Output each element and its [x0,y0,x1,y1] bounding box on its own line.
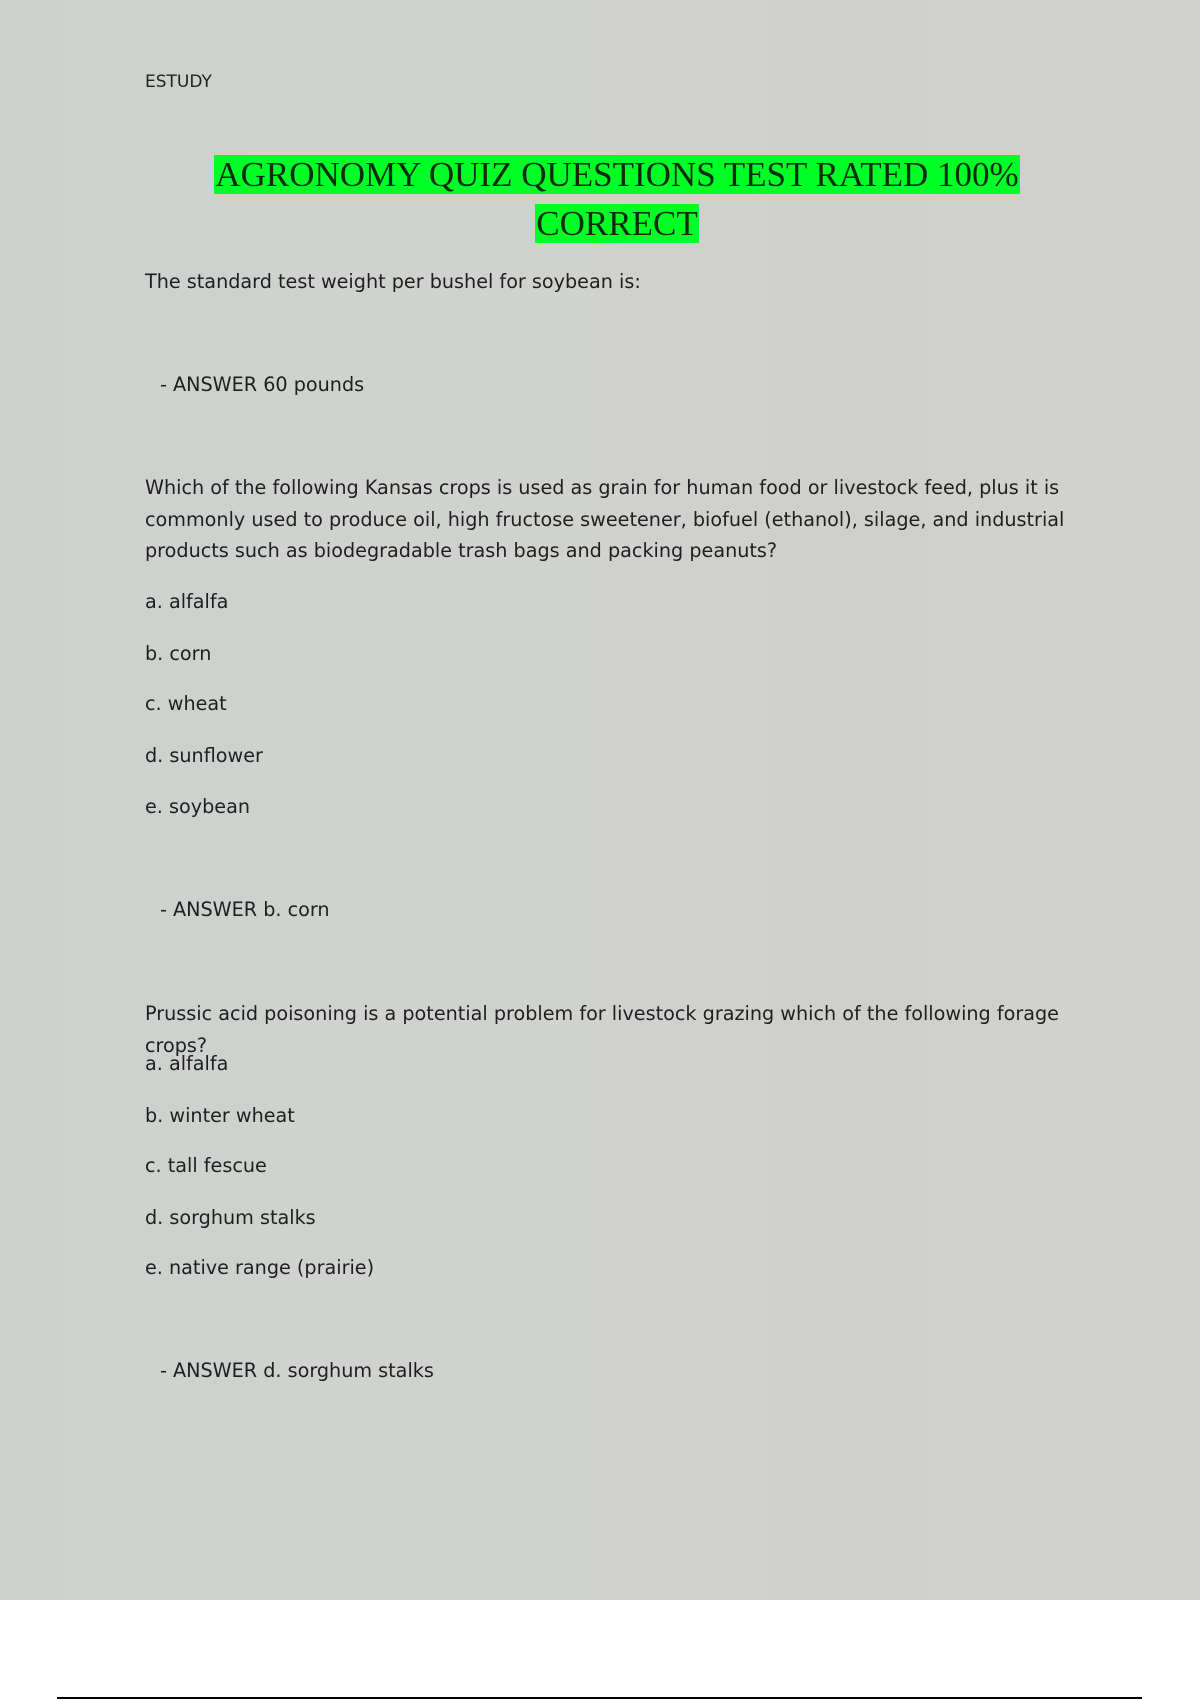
question-2-option-d: d. sunflower [145,744,263,767]
document-header: ESTUDY [145,72,212,92]
question-3-option-e: e. native range (prairie) [145,1256,375,1279]
question-2-answer: - ANSWER b. corn [160,898,330,921]
question-3-option-a: a. alfalfa [145,1052,229,1075]
title-line-1: AGRONOMY QUIZ QUESTIONS TEST RATED 100% [215,155,1019,194]
question-1-answer: - ANSWER 60 pounds [160,373,365,396]
question-3-option-d: d. sorghum stalks [145,1206,316,1229]
question-3-answer: - ANSWER d. sorghum stalks [160,1359,434,1382]
question-3-option-b: b. winter wheat [145,1104,295,1127]
title-line-2: CORRECT [536,204,698,243]
document-title [0,150,1200,248]
question-2-text: Which of the following Kansas crops is used as grain for human food or livestock feed, plus it is commonly used to produce oil, high fructose sweetener, biofuel (ethanol), silage, and industrial products such as biodegradable trash bags and packing peanuts? [145,476,1065,562]
question-2-option-b: b. corn [145,642,212,665]
question-3-text: Prussic acid poisoning is a potential problem for livestock grazing which of the following forage crops? [145,1002,1059,1057]
question-1-text: The standard test weight per bushel for soybean is: [145,270,641,293]
question-3-option-c: c. tall fescue [145,1154,267,1177]
footer-divider [57,1697,1142,1699]
question-2-option-a: a. alfalfa [145,590,229,613]
question-2-option-e: e. soybean [145,795,250,818]
question-2-option-c: c. wheat [145,692,227,715]
